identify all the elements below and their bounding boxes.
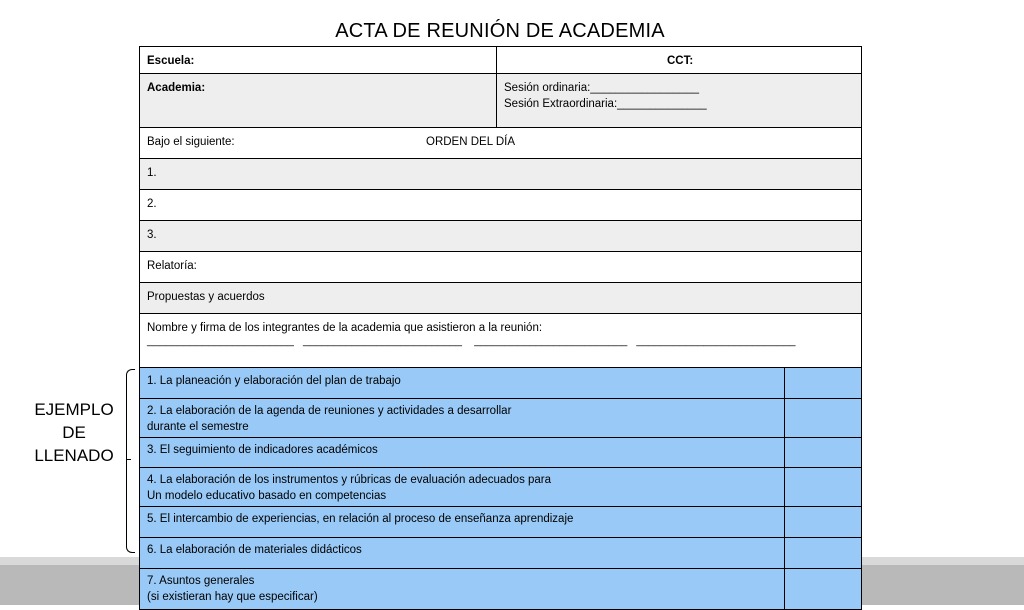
column-divider — [784, 468, 785, 506]
propuestas-label: Propuestas y acuerdos — [147, 291, 265, 303]
example-item-text: 1. La planeación y elaboración del plan de trabajo — [147, 375, 401, 387]
example-item-text: 4. La elaboración de los instrumentos y rúbricas de evaluación adecuados para Un modelo educativo basado en competencias — [147, 474, 552, 502]
column-divider — [496, 47, 497, 73]
escuela-label: Escuela: — [147, 55, 195, 67]
academia-label: Academia: — [147, 82, 206, 94]
column-divider — [496, 74, 497, 127]
cct-label: CCT: — [667, 55, 694, 67]
example-label-line-3: LLENADO — [34, 446, 114, 465]
bracket — [126, 369, 135, 553]
example-item-text: 2. La elaboración de la agenda de reuniones y actividades a desarrollar durante el semestre — [147, 405, 512, 433]
column-divider — [784, 507, 785, 537]
relatoria-row — [139, 251, 862, 283]
example-item-text: 3. El seguimiento de indicadores académicos — [147, 444, 378, 456]
agenda-number: 3. — [147, 229, 157, 241]
agenda-row-3 — [139, 220, 862, 252]
example-item-text: 7. Asuntos generales (si existieran hay que especificar) — [147, 575, 318, 603]
bajo-label: Bajo el siguiente: — [147, 136, 235, 148]
column-divider — [784, 569, 785, 609]
propuestas-row — [139, 282, 862, 314]
example-label — [24, 398, 124, 467]
example-row-3 — [139, 437, 862, 468]
example-row-4 — [139, 467, 862, 507]
sesion-extraordinaria: Sesión Extraordinaria:______________ — [504, 98, 707, 110]
academia-row — [139, 73, 862, 128]
column-divider — [784, 368, 785, 398]
example-row-2 — [139, 398, 862, 438]
example-row-5 — [139, 506, 862, 538]
sesion-ordinaria: Sesión ordinaria:_________________ — [504, 82, 700, 94]
escuela-row — [139, 46, 862, 74]
example-row-7 — [139, 568, 862, 610]
example-item-text: 6. La elaboración de materiales didácticos — [147, 544, 362, 556]
firmas-row — [139, 313, 862, 368]
signature-lines: ________________________ __________________________ _________________________ __________________________ — [147, 335, 796, 347]
agenda-number: 2. — [147, 198, 157, 210]
agenda-row-1 — [139, 158, 862, 190]
firmas-label: Nombre y firma de los integrantes de la academia que asistieron a la reunión: — [147, 322, 543, 334]
orden-del-dia-label: ORDEN DEL DÍA — [426, 136, 516, 148]
example-row-1 — [139, 367, 862, 399]
example-item-text: 5. El intercambio de experiencias, en relación al proceso de enseñanza aprendizaje — [147, 513, 574, 525]
page-title: ACTA DE REUNIÓN DE ACADEMIA — [335, 20, 665, 42]
bracket-tick — [126, 459, 131, 460]
example-row-6 — [139, 537, 862, 569]
example-label-line-1: EJEMPLO — [34, 400, 114, 419]
agenda-number: 1. — [147, 167, 157, 179]
example-label-line-2: DE — [62, 423, 86, 442]
relatoria-label: Relatoría: — [147, 260, 197, 272]
column-divider — [784, 399, 785, 437]
orden-row — [139, 127, 862, 159]
agenda-row-2 — [139, 189, 862, 221]
column-divider — [784, 438, 785, 467]
column-divider — [784, 538, 785, 568]
